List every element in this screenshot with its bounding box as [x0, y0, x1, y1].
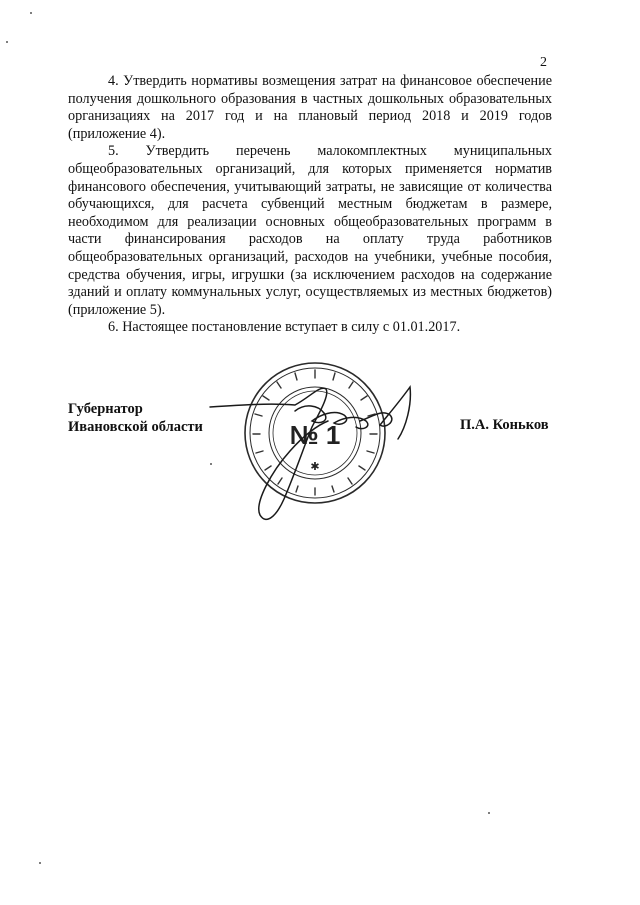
- handwritten-signature: [200, 375, 430, 535]
- signatory-title-line1: Губернатор: [68, 401, 143, 417]
- paragraph-6: 6. Настоящее постановление вступает в силу с 01.01.2017.: [108, 319, 461, 336]
- signatory-title: [68, 400, 203, 436]
- page-number: 2: [540, 55, 547, 70]
- scan-mark-dot: [39, 862, 41, 864]
- paragraph-5: 5. Утвердить перечень малокомплектных муниципальных общеобразовательных организаций, для которых применяется норматив финансового обеспечения, учитывающий затраты, не зависящие от количества обучающихся, для расчета субвенций местным бюджетам в размере, необходимом для реализации основных общеобразовательных программ в части финансирования расходов на оплату труда работников общеобразовательных организаций, расходов на учебники, учебные пособия, средства обучения, игры, игрушки (за исключением расходов на содержание зданий и оплату коммунальных услуг, осуществляемых из местных бюджетов) (приложение 5).: [68, 143, 552, 318]
- scan-mark-dot: [488, 812, 490, 814]
- signatory-name: П.А. Коньков: [460, 417, 549, 433]
- signatory-title-line2: Ивановской области: [68, 419, 203, 435]
- paragraph-4: 4. Утвердить нормативы возмещения затрат на финансовое обеспечение получения дошкольного образования в частных дошкольных образовательных организациях на 2017 год и на плановый период 2018 и 2019 годов (приложение 4).: [68, 73, 552, 142]
- document-body: [68, 73, 552, 337]
- scan-mark-dot: [210, 463, 212, 465]
- scan-mark-dot: [30, 12, 32, 14]
- scan-mark-dot: [6, 41, 8, 43]
- seal-number: № 1: [289, 420, 341, 450]
- seal-star-icon: ✱: [310, 461, 320, 473]
